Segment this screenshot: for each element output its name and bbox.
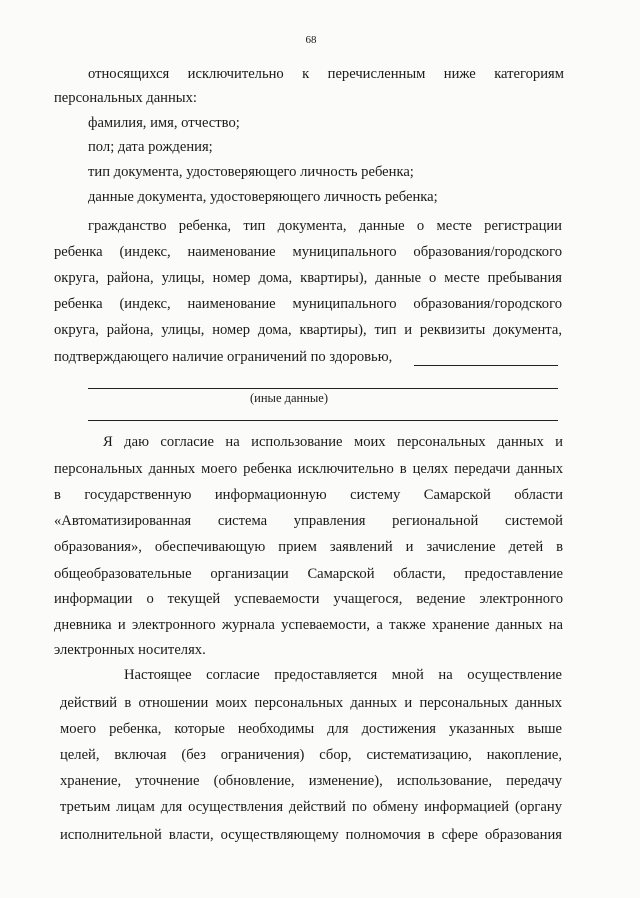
paragraph-line: целей, включая (без ограничения) сбор, систематизацию, накопление, bbox=[60, 747, 562, 763]
paragraph-line: информации о текущей успеваемости учащегося, ведение электронного bbox=[54, 591, 563, 607]
paragraph-line: персональных данных: bbox=[54, 90, 197, 106]
paragraph-line: Настоящее согласие предоставляется мной на осуществление bbox=[124, 667, 562, 683]
paragraph-line: третьим лицам для осуществления действий по обмену информацией (органу bbox=[60, 799, 562, 815]
paragraph-line: моего ребенка, которые необходимы для достижения указанных выше bbox=[60, 721, 562, 737]
paragraph-line: исполнительной власти, осуществляющему полномочия в сфере образования bbox=[60, 827, 562, 843]
paragraph-line: в государственную информационную систему Самарской области bbox=[54, 487, 563, 503]
paragraph-line: электронных носителях. bbox=[54, 642, 206, 658]
fill-in-line bbox=[414, 365, 558, 366]
paragraph-line: общеобразовательные организации Самарской области, предоставление bbox=[54, 566, 563, 582]
paragraph-line: персональных данных моего ребенка исключительно в целях передачи данных bbox=[54, 461, 563, 477]
list-item: тип документа, удостоверяющего личность ребенка; bbox=[88, 164, 414, 180]
paragraph-line: хранение, уточнение (обновление, изменение), использование, передачу bbox=[60, 773, 562, 789]
paragraph-line: Я даю согласие на использование моих персональных данных и bbox=[103, 434, 563, 450]
paragraph-line: действий в отношении моих персональных данных и персональных данных bbox=[60, 695, 562, 711]
other-data-caption: (иные данные) bbox=[250, 391, 329, 405]
paragraph-line: дневника и электронного журнала успеваемости, а также хранение данных на bbox=[54, 617, 563, 633]
list-item: данные документа, удостоверяющего личность ребенка; bbox=[88, 189, 438, 205]
paragraph-line: ребенка (индекс, наименование муниципального образования/городского bbox=[54, 296, 562, 312]
paragraph-line: «Автоматизированная система управления региональной системой bbox=[54, 513, 563, 529]
fill-in-line bbox=[88, 420, 558, 421]
paragraph-line: относящихся исключительно к перечисленным ниже категориям bbox=[88, 66, 564, 82]
paragraph-line: образования», обеспечивающую прием заявлений и зачисление детей в bbox=[54, 539, 563, 555]
list-item: пол; дата рождения; bbox=[88, 139, 213, 155]
paragraph-line: гражданство ребенка, тип документа, данные о месте регистрации bbox=[88, 218, 562, 234]
paragraph-line: ребенка (индекс, наименование муниципального образования/городского bbox=[54, 244, 562, 260]
page-number: 68 bbox=[305, 34, 317, 46]
paragraph-line: подтверждающего наличие ограничений по здоровью, bbox=[54, 349, 393, 365]
paragraph-line: округа, района, улицы, номер дома, квартиры), данные о месте пребывания bbox=[54, 270, 562, 286]
list-item: фамилия, имя, отчество; bbox=[88, 115, 240, 131]
fill-in-line bbox=[88, 388, 558, 389]
paragraph-line: округа, района, улицы, номер дома, квартиры), тип и реквизиты документа, bbox=[54, 322, 562, 338]
